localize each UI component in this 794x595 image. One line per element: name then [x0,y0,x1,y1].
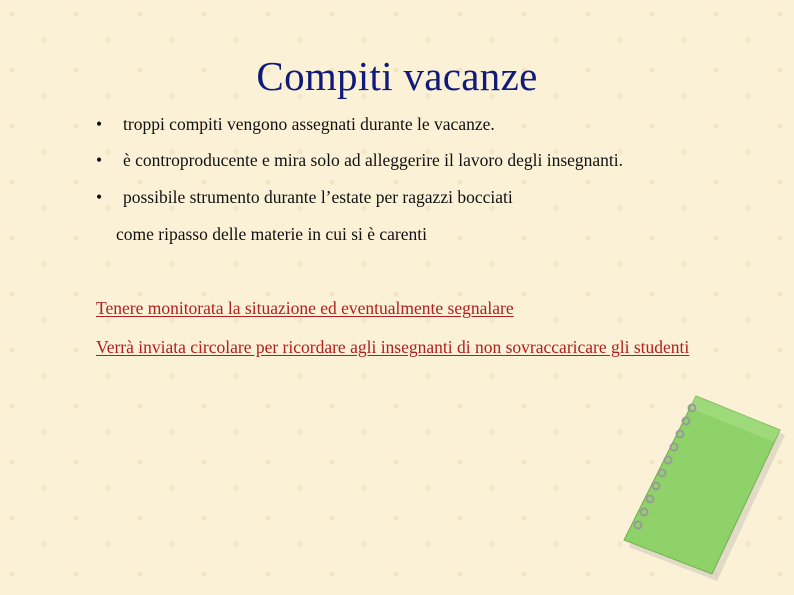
slide-title: Compiti vacanze [256,53,538,99]
action-item-circular: Verrà inviata circolare per ricordare agli insegnanti di non sovraccaricare gli studenti [96,337,690,357]
bullet-continuation: come ripasso delle materie in cui si è carenti [116,224,427,244]
bullet-item-3 [96,187,513,208]
bullet-item-1 [96,114,495,135]
green-spiral-notebook-icon [610,392,790,582]
bullet-dot: • [96,114,103,134]
bullet-text: troppi compiti vengono assegnati durante le vacanze. [123,114,495,134]
bullet-item-2 [96,150,623,171]
bullet-text: è controproducente e mira solo ad alleggerire il lavoro degli insegnanti. [123,150,624,170]
bullet-dot: • [96,150,103,170]
action-item-monitor: Tenere monitorata la situazione ed eventualmente segnalare [96,298,514,318]
bullet-dot: • [96,187,103,207]
bullet-text: possibile strumento durante l’estate per ragazzi bocciati [123,187,513,207]
